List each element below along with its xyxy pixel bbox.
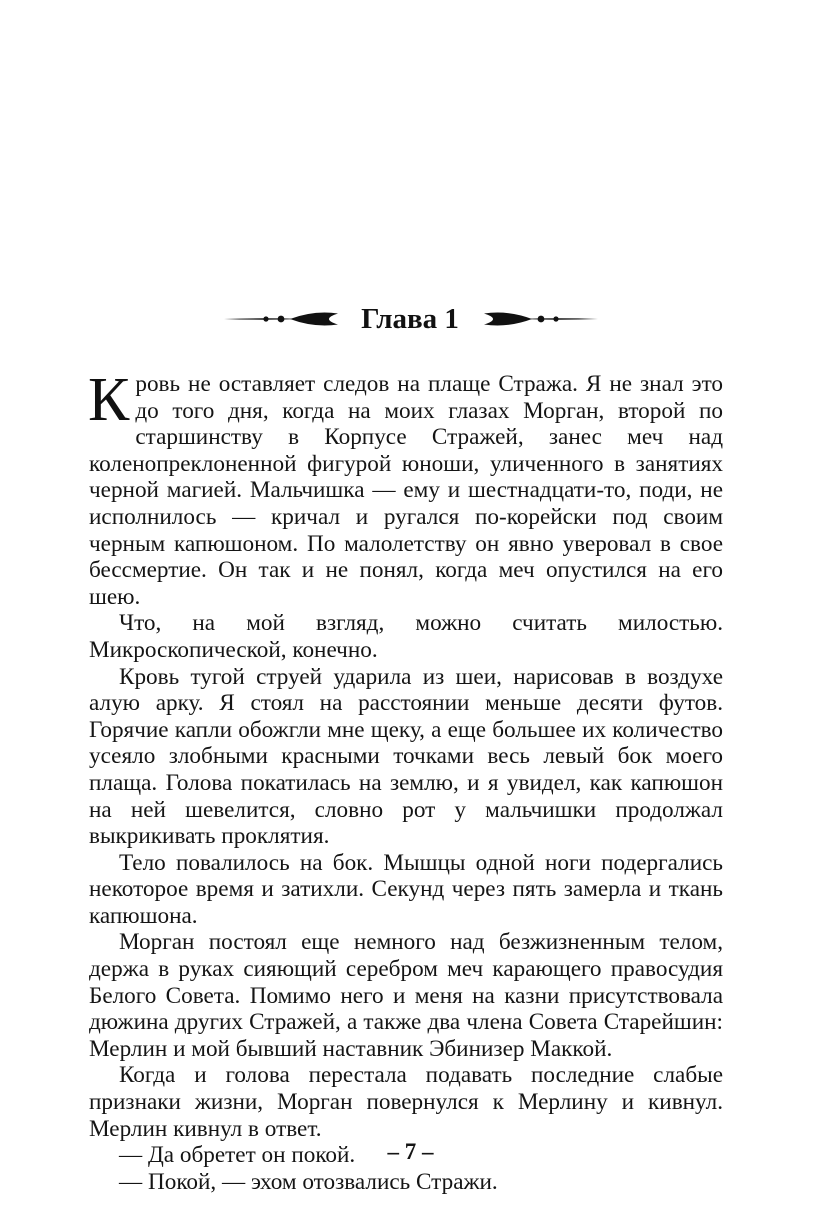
drop-cap: К [88,366,130,434]
right-ornament-icon [482,304,598,334]
chapter-header [0,296,821,342]
paragraph: Морган постоял еще немного над безжизненным телом, держа в руках сияющий серебром меч карающего правосудия Белого Совета. Помимо него и меня на казни присутствовала дюжина других Стражей, а также два члена Совета Старейшин: Мерлин и мой бывший наставник Эбинизер Маккой. [89,929,723,1062]
chapter-title: Глава 1 [361,303,459,335]
chapter-body [88,366,723,1195]
paragraph: Когда и голова перестала подавать последние слабые признаки жизни, Морган повернулся к Мерлину и кивнул. Мерлин кивнул в ответ. [89,1062,723,1142]
dialog-line: — Да обретет он покой. [119,1142,356,1169]
paragraph: Тело повалилось на бок. Мышцы одной ноги подергались некоторое время и затихли. Секунд через пять замерла и ткань капюшона. [89,849,723,929]
dialog-line: — Покой, — эхом отозвались Стражи. [119,1168,498,1195]
left-ornament-icon [224,304,340,334]
page-number: – 7 – [387,1139,434,1164]
paragraph [88,366,723,610]
paragraph-text: ровь не оставляет следов на плаще Стража. Я не знал это до того дня, когда на моих глазах Морган, второй по старшинству в Корпусе Стражей, занес меч над коленопреклоненной фигурой юноши, уличенного в занятиях черной магией. Мальчишка — ему и шестнадцати-то, поди, не исполнилось — кричал и ругался по-корейски под своим черным капюшоном. По малолетству он явно уверовал в свое бессмертие. Он так и не понял, когда меч опустился на его шею. [89,371,723,610]
paragraph: Кровь тугой струей ударила из шеи, нарисовав в воздухе алую арку. Я стоял на расстоянии меньше десяти футов. Горячие капли обожгли мне щеку, а еще большее их количество усеяло злобными красными точками весь левый бок моего плаща. Голова покатилась на землю, и я увидел, как капюшон на ней шевелится, словно рот у мальчишки продолжал выкрикивать проклятия. [89,663,723,850]
paragraph: Что, на мой взгляд, можно считать милостью. Микроскопической, конечно. [89,610,723,663]
